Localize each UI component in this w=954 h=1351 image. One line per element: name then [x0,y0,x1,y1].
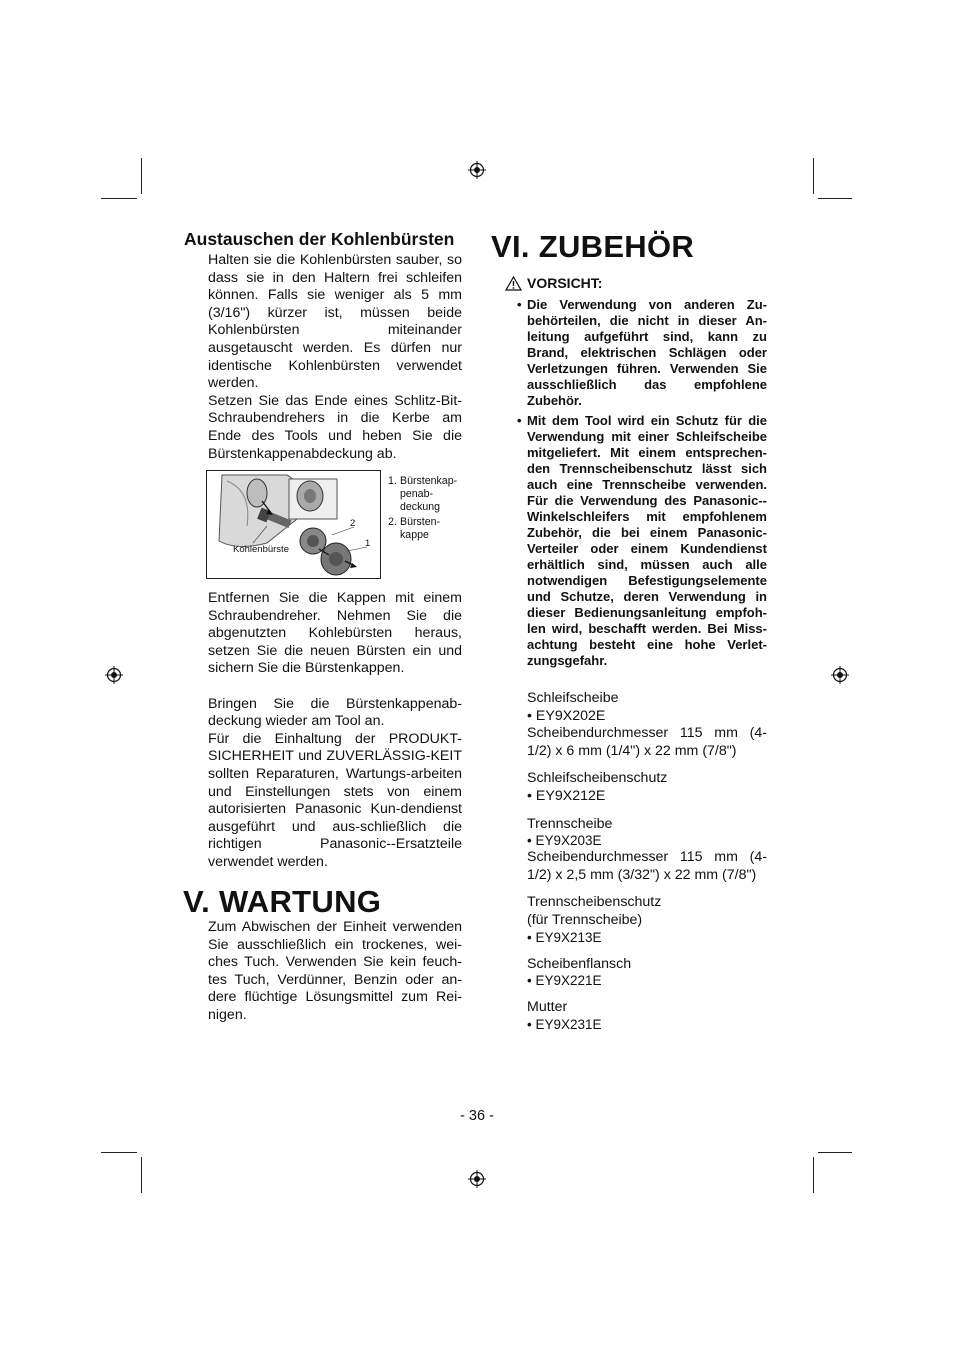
paragraph: Halten sie die Kohlenbürsten sauber, so dass sie in den Haltern frei schleifen können. Falls sie weniger als 5 mm (3/16") kürzer ist, müssen beide Kohlenbürsten miteinander ausgetauscht werden. Es dürfen nur identische Kohlenbürsten verwendet werden. [208,252,462,392]
paragraph: Bringen Sie die Bürstenkappenab-deckung wieder am Tool an. [208,695,462,730]
warning-triangle-icon [505,276,522,291]
accessory-item [527,816,767,885]
paragraph: Setzen Sie das Ende eines Schlitz-Bit-Schraubendrehers in die Kerbe am Ende des Tools und heben Sie die Bürstenkappenabdeckung ab. [208,392,462,462]
legend-text: Bürstenkap-penab-deckung [400,475,458,513]
figure-legend [388,475,468,542]
brush-figure [206,470,381,579]
crop-mark [141,1157,142,1193]
figure-callout-1: 1 [365,538,371,549]
caution-text: Mit dem Tool wird ein Schutz für die Verwendung mit einer Schleifscheibe mitgeliefert. Mit einem entsprechen-den Trennscheibenschutz lässt sich auch eine Trennscheibe verwenden. Für die Verwendung des Panasonic--Winkelschleifers mit empfohlenem Zubehör, die bei einem Panasonic-Verteiler oder einem Kundendienst erhältlich sind, müssen auch alle notwendigen Befestigungselemente und Schutze, deren Verwendung in dieser Bedienungsanleitung empfoh-len wird, beschafft werden. Bei Miss-achtung besteht eine hohe Verlet-zungsgefahr. [527,413,767,668]
accessory-item [527,894,767,945]
legend-item [388,516,468,542]
figure-label-brush: Kohlenbürste [233,544,289,555]
section-heading-brushes: Austauschen der Kohlenbürsten [184,229,455,249]
accessory-name: Schleifscheibenschutz [527,770,668,787]
bullet: • [517,297,522,312]
paragraph: Zum Abwischen der Einheit verwenden Sie ausschließlich ein trockenes, wei-ches Tuch. Verwenden Sie kein feuch-tes Tuch, Verdünner, Benzin oder an-dere flüchtige Lösungsmittel zum Rei-nigen. [208,919,462,1023]
accessory-spec: Scheibendurchmesser 115 mm (4-1/2) x 6 mm (1/4") x 22 mm (7/8") [527,725,767,759]
crop-mark [813,158,814,194]
bullet: • [517,413,522,428]
legend-number: 2. [388,516,397,528]
accessory-spec: Scheibendurchmesser 115 mm (4-1/2) x 2,5 mm (3/32") x 22 mm (7/8") [527,849,767,883]
caution-heading [505,275,602,291]
accessory-name: Schleifscheibe [527,690,619,706]
registration-mark-icon [831,666,849,684]
accessory-item [527,690,767,760]
section-heading-wartung: V. WARTUNG [183,884,382,919]
crop-mark [813,1157,814,1193]
accessory-item [527,770,767,805]
accessory-item [527,999,767,1033]
crop-mark [818,1152,852,1153]
legend-item [388,475,468,514]
registration-mark-icon [468,1170,486,1188]
accessory-code: • EY9X213E [527,929,602,945]
accessory-code: • EY9X202E [527,707,606,724]
brushes-text-bottom [208,590,462,872]
paragraph: Entfernen Sie die Kappen mit einem Schraubendreher. Nehmen Sie die abgenutzten Kohlebürsten heraus, setzen Sie die neuen Bürsten ein und sichern Sie die Bürstenkappen. [208,590,462,677]
accessory-code: • EY9X203E [527,833,602,849]
crop-mark [818,198,852,199]
caution-text: Die Verwendung von anderen Zu-behörteilen, die nicht in dieser An-leitung aufgeführt sind, kann zu Brand, elektrischen Schlägen oder Verletzungen führen. Verwenden Sie ausschließlich das empfohlene Zubehör. [527,297,767,408]
legend-number: 1. [388,475,397,487]
accessory-name: Scheibenflansch [527,955,632,972]
crop-mark [101,1152,137,1153]
list-item [517,297,767,409]
accessory-name: Trennscheibe [527,815,613,832]
accessory-subname: (für Trennscheibe) [527,911,643,928]
accessory-name: Mutter [527,999,568,1016]
registration-mark-icon [468,161,486,179]
legend-text: Bürsten-kappe [400,516,441,541]
brushes-text-top [208,252,462,463]
section-heading-zubehoer: VI. ZUBEHÖR [491,229,695,264]
accessory-code: • EY9X231E [527,1016,602,1032]
figure-callout-2: 2 [350,518,356,529]
registration-mark-icon [105,666,123,684]
crop-mark [141,158,142,194]
accessory-code: • EY9X212E [527,787,606,804]
accessory-code: • EY9X221E [527,973,602,989]
list-item [517,413,767,669]
crop-mark [101,198,137,199]
paragraph: Für die Einhaltung der PRODUKT-SICHERHEIT und ZUVERLÄSSIG-KEIT sollten Reparaturen, Wartungs-arbeiten und Einstellungen stets von einem autorisierten Panasonic Kun-dendienst ausgeführt und aus-schließlich die richtigen Panasonic--Ersatzteile verwendet werden. [208,730,462,870]
accessory-list [527,690,767,1033]
accessory-item [527,956,767,990]
caution-list [517,297,767,669]
accessory-name: Trennscheibenschutz [527,894,662,911]
wartung-text [208,919,462,1025]
page-number: - 36 - [460,1108,494,1124]
caution-label: VORSICHT: [527,275,603,291]
